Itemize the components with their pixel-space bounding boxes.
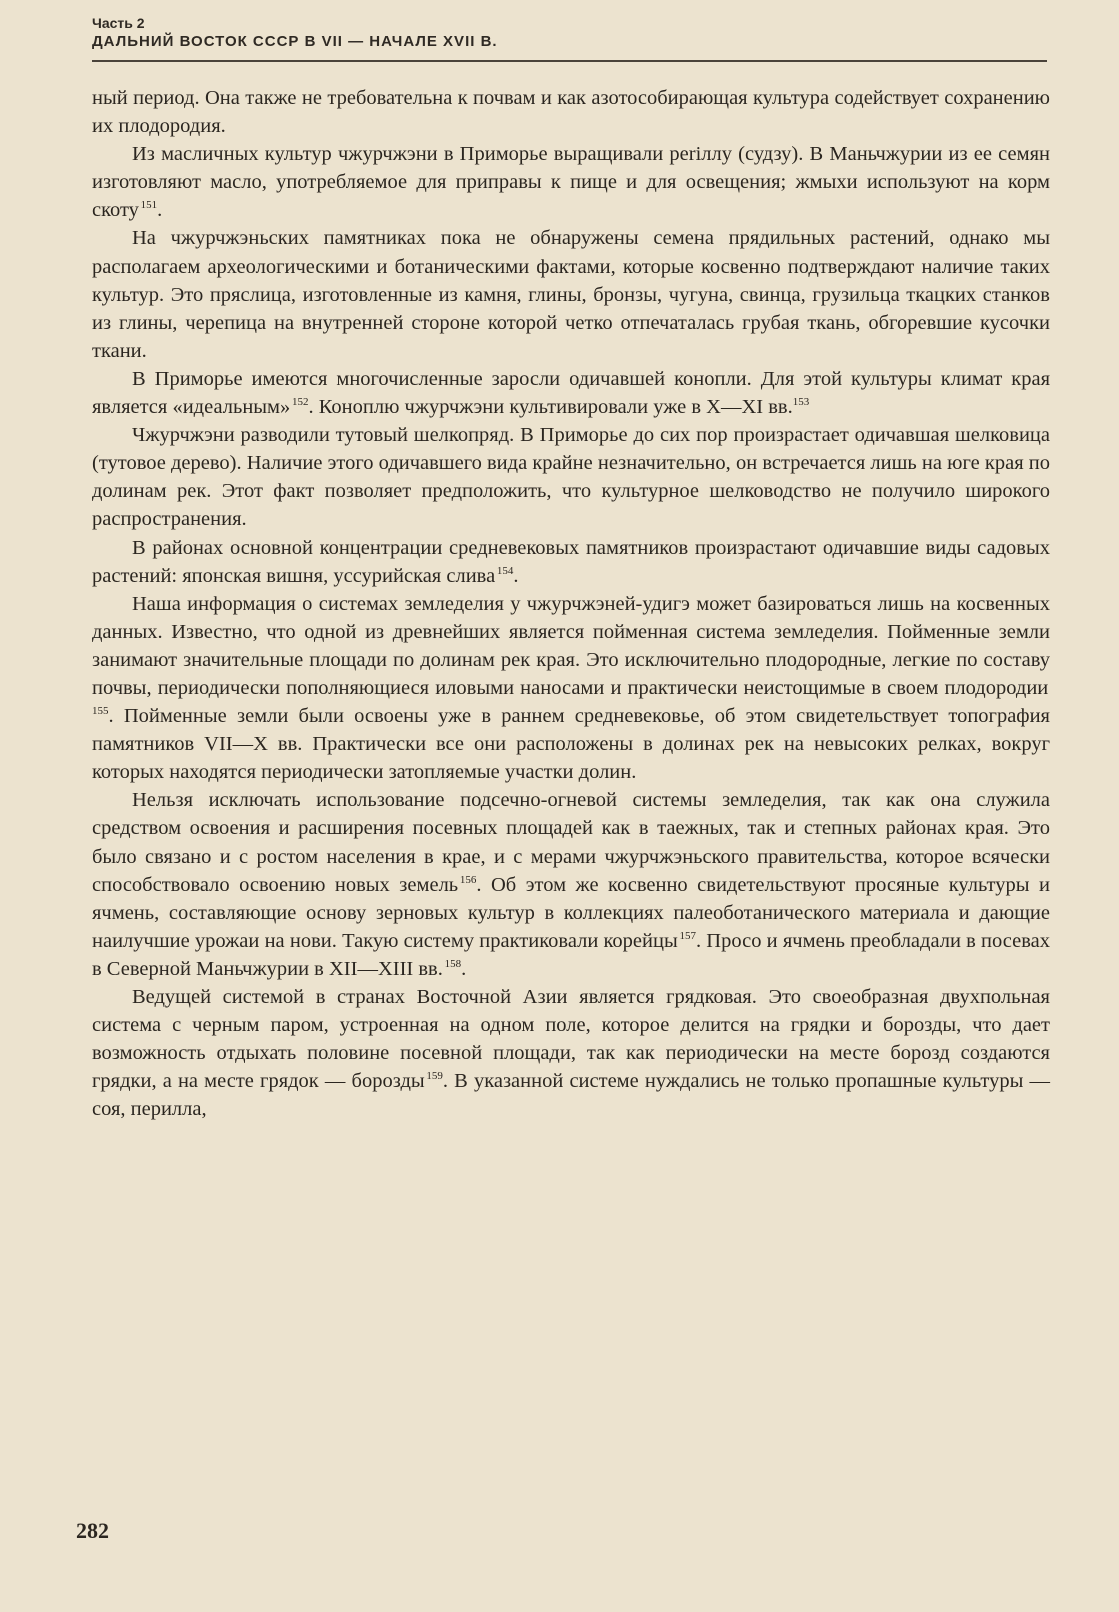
paragraph bbox=[92, 786, 1050, 983]
paragraph bbox=[92, 140, 1050, 224]
running-head bbox=[92, 14, 1052, 52]
footnote-ref: 151 bbox=[140, 199, 158, 212]
paragraph-text: . В указанной системе нуждались не только пропашные культуры — соя, перилла, bbox=[92, 1070, 1050, 1121]
paragraph-text: . bbox=[513, 564, 519, 587]
paragraph-text: . Об этом же косвенно свидетельствуют просяные культуры и ячмень, составляющие основу зерновых культур в коллекциях палеоботанического материала и дающие наилучшие урожаи на нови. Такую систему практиковали корейцы bbox=[92, 873, 1050, 952]
page-number: 282 bbox=[76, 1518, 109, 1543]
footnote-ref: 152 bbox=[292, 396, 309, 409]
paragraph-text: Чжурчжэни разводили тутовый шелкопряд. В Приморье до сих пор произрастает одичавшая шелковица (тутовое дерево). Наличие этого одичавшего вида крайне незначительно, он встречается лишь на юге края по долинам рек. Этот факт позволяет предположить, что культурное шелководство не получило широкого распространения. bbox=[92, 424, 1050, 531]
paragraph bbox=[92, 534, 1050, 590]
paragraph-text: Нельзя исключать использование подсечно-огневой системы земледелия, так как она служила средством освоения и расширения посевных площадей как в таежных, так и степных районах края. Это было связано и с ростом населения в крае, и с мерами чжурчжэньского правительства, которое всячески способствовало освоению новых земель bbox=[92, 789, 1050, 896]
footnote-ref: 153 bbox=[792, 396, 810, 409]
paragraph-text: Из масличных культур чжурчжэни в Приморье выращивали periллу (судзу). В Маньчжурии из ее семян изготовляют масло, употребляемое для приправы к пище и для освещения; жмыхи используют на корм скоту bbox=[92, 143, 1050, 222]
footnote-ref: 156 bbox=[459, 873, 477, 886]
footnote-ref: 158 bbox=[444, 958, 462, 971]
paragraph bbox=[92, 365, 1050, 421]
running-head-part: Часть 2 bbox=[92, 15, 145, 31]
paragraph-text: . Пойменные земли были освоены уже в раннем средневековье, об этом свидетельствует топография памятников VII—X вв. Практически все они расположены в долинах рек на невысоких релках, вокруг которых находятся периодически затопляемые участки долин. bbox=[92, 705, 1050, 784]
paragraph bbox=[92, 224, 1050, 364]
paragraph bbox=[92, 421, 1050, 533]
footnote-ref: 157 bbox=[679, 929, 696, 942]
paragraph bbox=[92, 84, 1050, 140]
footnote-ref: 159 bbox=[426, 1070, 443, 1083]
footnote-ref: 155 bbox=[92, 705, 109, 718]
running-head-title: ДАЛЬНИЙ ВОСТОК СССР В VII — НАЧАЛЕ XVII В. bbox=[92, 33, 498, 50]
paragraph-text: На чжурчжэньских памятниках пока не обнаружены семена прядильных растений, однако мы располагаем археологическими и ботаническими фактами, которые косвенно подтверждают наличие таких культур. Это пряслица, изготовленные из камня, глины, бронзы, чугуна, свинца, грузильца ткацких станков из глины, черепица на внутренней стороне которой четко отпечаталась грубая ткань, обгоревшие кусочки ткани. bbox=[92, 227, 1050, 362]
paragraph-text: . bbox=[461, 957, 467, 980]
paragraph-text: В районах основной концентрации средневековых памятников произрастают одичавшие виды садовых растений: японская вишня, уссурийская слива bbox=[92, 536, 1050, 587]
paragraph-text: . Коноплю чжурчжэни культивировали уже в X—XI вв. bbox=[308, 396, 793, 419]
paragraph-text: ный период. Она также не требовательна к почвам и как азотособирающая культура содействует сохранению их плодородия. bbox=[92, 87, 1050, 138]
body-text bbox=[92, 84, 1050, 1123]
paragraph-text: Наша информация о системах земледелия у чжурчжэней-удигэ может базироваться лишь на косвенных данных. Известно, что одной из древнейших является пойменная система земледелия. Пойменные земли занимают значительные площади по долинам рек края. Это исключительно плодородные, легкие по составу почвы, периодически пополняющиеся иловыми наносами и практически неистощимые в своем плодородии bbox=[92, 592, 1050, 699]
paragraph-text: В Приморье имеются многочисленные заросли одичавшей конопли. Для этой культуры климат края является «идеальным» bbox=[92, 367, 1050, 419]
header-rule bbox=[92, 60, 1047, 62]
footnote-ref: 154 bbox=[496, 564, 514, 577]
paragraph-text: . Просо и ячмень преобладали в посевах в Северной Маньчжурии в XII—XIII вв. bbox=[92, 929, 1050, 980]
paragraph-text: . bbox=[157, 199, 163, 222]
paragraph bbox=[92, 983, 1050, 1123]
paragraph bbox=[92, 590, 1050, 787]
paragraph-text: Ведущей системой в странах Восточной Азии является грядковая. Это своеобразная двухпольная система с черным паром, устроенная на одном поле, которое делится на грядки и борозды, что дает возможность отдыхать половине посевной площади, так как периодически на месте борозд создаются грядки, а на месте грядок — борозды bbox=[92, 986, 1050, 1093]
